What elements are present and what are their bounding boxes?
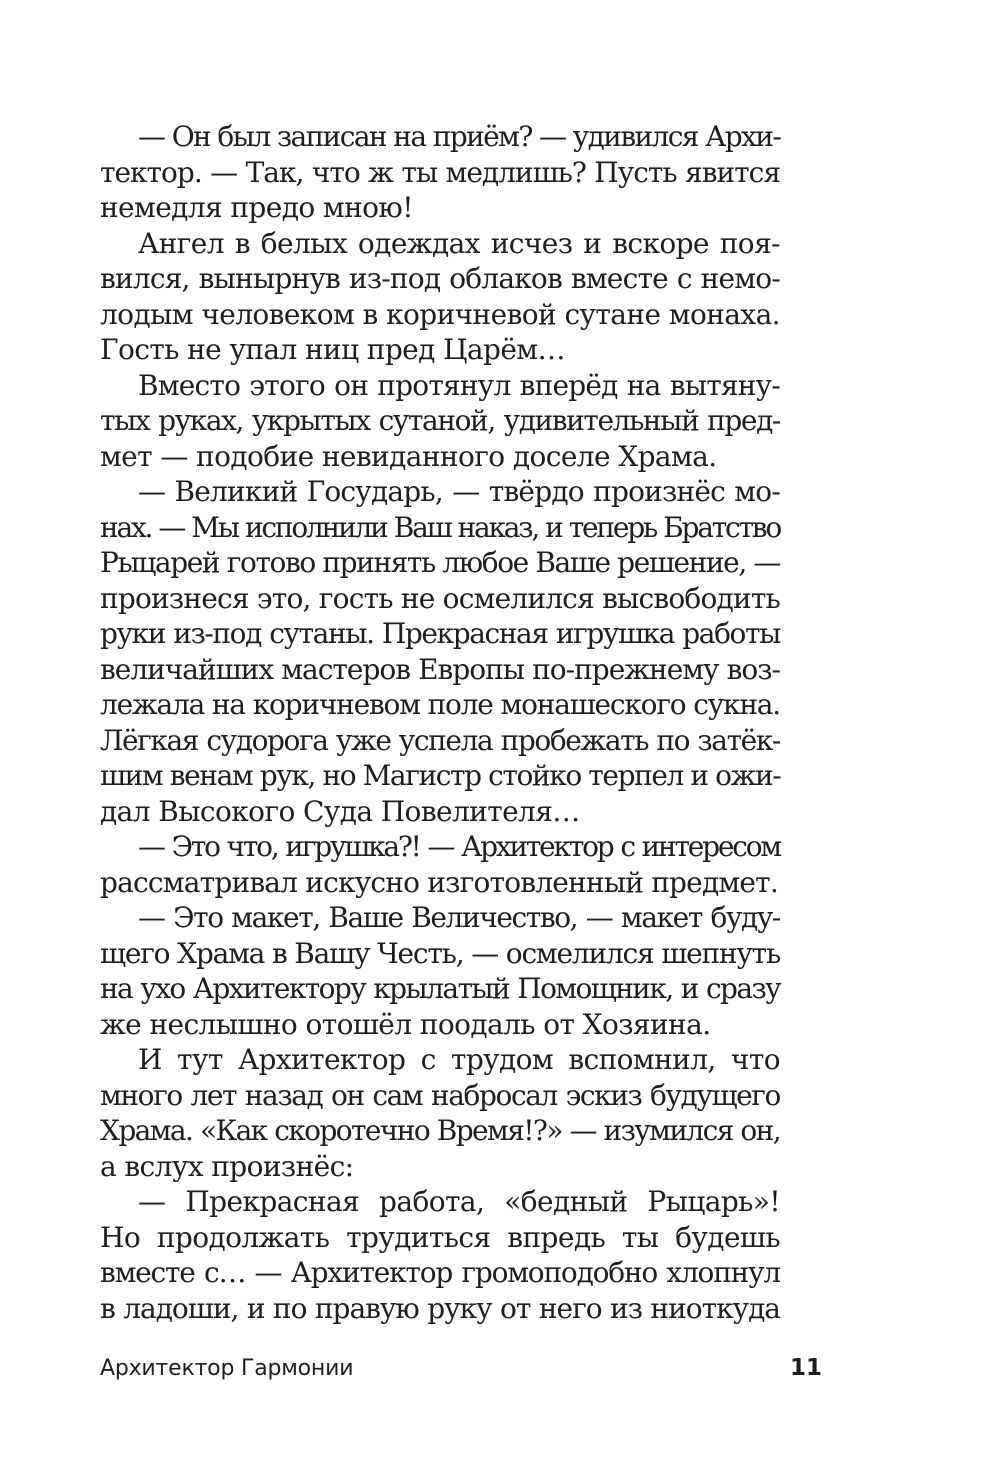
text-line: щего Храма в Вашу Честь, — осмелился шепнуть bbox=[100, 936, 780, 970]
text-line: лодым человеком в коричневой сутане монаха. bbox=[100, 297, 780, 331]
text-line: лежала на коричневом поле монашеского сукна. bbox=[100, 688, 780, 721]
text-line: тых руках, укрытых сутаной, удивительный пред- bbox=[100, 404, 780, 437]
body-text bbox=[100, 119, 780, 1326]
text-line: а вслух произнёс: bbox=[100, 1149, 354, 1183]
text-line: величайших мастеров Европы по-прежнему воз- bbox=[100, 652, 780, 686]
text-line: Гость не упал ниц пред Царём… bbox=[100, 333, 565, 366]
text-line: в ладоши, и по правую руку от него из ниоткуда bbox=[100, 1291, 780, 1325]
text-line: Рыцарей готово принять любое Ваше решение, — bbox=[100, 546, 780, 579]
text-line: произнеся это, гость не осмелился высвободить bbox=[100, 581, 780, 615]
text-line: шим венам рук, но Магистр стойко терпел и ожи- bbox=[100, 759, 781, 792]
text-line: на ухо Архитектору крылатый Помощник, и сразу bbox=[100, 972, 780, 1005]
page-number: 11 bbox=[789, 1355, 822, 1381]
text-line: Лёгкая судорога уже успела пробежать по затёк- bbox=[100, 723, 780, 757]
text-line: дал Высокого Суда Повелителя… bbox=[100, 794, 580, 828]
text-line: Но продолжать трудиться впредь ты будешь bbox=[100, 1220, 780, 1254]
text-line: мет — подобие невиданного доселе Храма. bbox=[100, 439, 717, 473]
text-line: И тут Архитектор с трудом вспомнил, что bbox=[138, 1043, 780, 1076]
text-line: Храма. «Как скоротечно Время!?» — изумился он, bbox=[100, 1114, 780, 1147]
text-line: немедля предо мною! bbox=[100, 191, 413, 224]
text-line: Ангел в белых одеждах исчез и вскоре поя- bbox=[138, 226, 780, 260]
text-line: рассматривал искусно изготовленный предмет. bbox=[100, 865, 778, 899]
text-line: же неслышно отошёл поодаль от Хозяина. bbox=[100, 1007, 711, 1041]
text-line: тектор. — Так, что ж ты медлишь? Пусть явится bbox=[100, 155, 780, 189]
text-line: — Он был записан на приём? — удивился Архи- bbox=[138, 120, 781, 153]
text-line: — Прекрасная работа, «бедный Рыцарь»! bbox=[138, 1185, 780, 1218]
text-line: — Великий Государь, — твёрдо произнёс мо- bbox=[138, 475, 780, 508]
text-line: вился, вынырнув из-под облаков вместе с немо- bbox=[100, 262, 780, 295]
text-line: много лет назад он сам набросал эскиз будущего bbox=[100, 1078, 780, 1112]
text-line: нах. — Мы исполнили Ваш наказ, и теперь Братство bbox=[100, 510, 780, 544]
text-line: Вместо этого он протянул вперёд на вытяну- bbox=[138, 368, 780, 402]
text-line: руки из-под сутаны. Прекрасная игрушка работы bbox=[100, 617, 780, 650]
text-line: — Это макет, Ваше Величество, — макет буду- bbox=[138, 901, 780, 934]
text-line: — Это что, игрушка?! — Архитектор с интересом bbox=[138, 830, 780, 863]
running-footer-title: Архитектор Гармонии bbox=[100, 1356, 354, 1381]
text-line: вместе с… — Архитектор громоподобно хлопнул bbox=[100, 1256, 780, 1289]
